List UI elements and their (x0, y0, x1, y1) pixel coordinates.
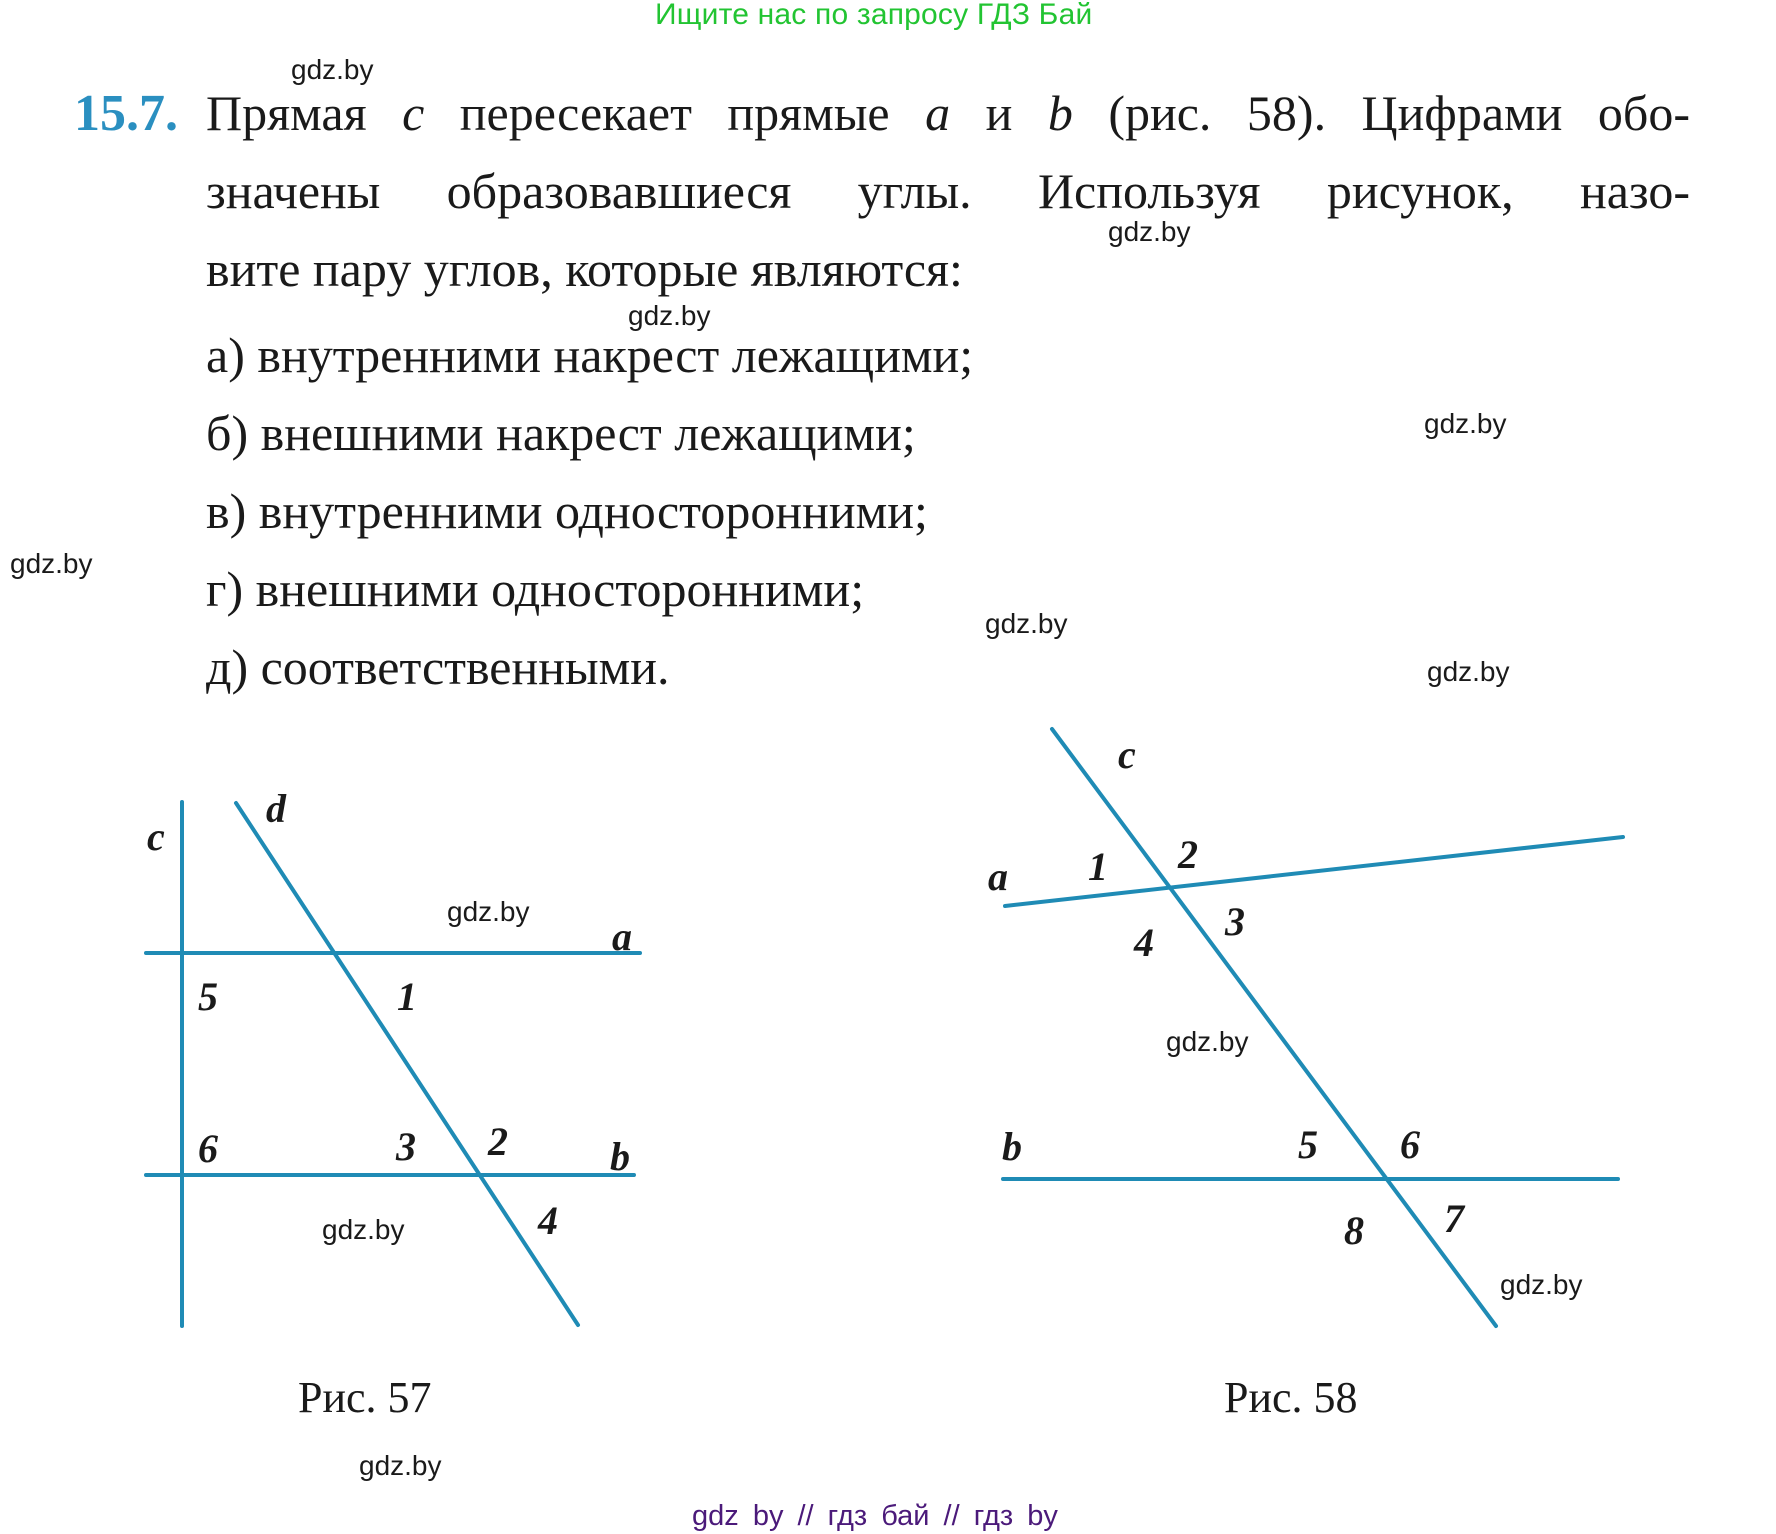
fig57-angle-6: 6 (198, 1126, 218, 1171)
watermark: gdz.by (359, 1450, 442, 1481)
fig58-caption: Рис. 58 (1224, 1373, 1358, 1422)
watermark: gdz.by (1108, 216, 1191, 247)
fig57-caption: Рис. 57 (298, 1373, 432, 1422)
fig58-angle-1: 1 (1088, 844, 1108, 889)
fig57-angle-2: 2 (488, 1119, 508, 1164)
text-fragment: пересекает прямые (424, 85, 926, 141)
watermark: gdz.by (291, 54, 374, 85)
fig58-angle-4: 4 (1134, 920, 1154, 965)
fig58-angle-5: 5 (1298, 1122, 1318, 1167)
text-fragment: (рис. 58). Цифрами обо- (1072, 85, 1690, 141)
fig57-angle-1: 1 (397, 974, 417, 1019)
fig57-angle-4: 4 (538, 1198, 558, 1243)
fig58-angle-7: 7 (1444, 1196, 1464, 1241)
watermark: gdz.by (10, 548, 93, 579)
fig58-angle-2: 2 (1178, 832, 1198, 877)
fig57-angle-5: 5 (198, 974, 218, 1019)
fig57-label-b: b (610, 1134, 630, 1179)
fig57-label-d: d (266, 786, 286, 831)
fig58-angle-3: 3 (1225, 899, 1245, 944)
watermark: gdz.by (447, 896, 530, 927)
watermark: gdz.by (322, 1214, 405, 1245)
figure-58 (1003, 729, 1623, 1326)
search-banner[interactable]: Ищите нас по запросу ГДЗ Бай (655, 0, 1093, 31)
watermark: gdz.by (1166, 1026, 1249, 1057)
figure-58-labels (988, 732, 1466, 1253)
text-fragment: Прямая (206, 85, 403, 141)
fig57-label-c: c (147, 814, 165, 859)
figure-57 (146, 802, 640, 1326)
fig57-label-a: a (612, 914, 632, 959)
fig58-angle-8: 8 (1344, 1208, 1364, 1253)
text-fragment: и (950, 85, 1048, 141)
task-text-line-2: значены образовавшиеся углы. Используя рисунок, назо- (206, 163, 1690, 219)
fig58-label-a: a (988, 854, 1008, 899)
task-item-a: а) внутренними накрест лежащими; (206, 327, 974, 383)
task-item-v: в) внутренними односторонними; (206, 483, 928, 539)
var-a: a (925, 85, 951, 141)
var-c: c (402, 85, 425, 141)
task-item-g: г) внешними односторонними; (206, 561, 865, 617)
watermark: gdz.by (628, 300, 711, 331)
footer-links[interactable]: gdz by // гдз бай // гдз by (692, 1500, 1058, 1532)
var-b: b (1047, 85, 1073, 141)
fig58-line-c (1052, 729, 1496, 1326)
watermark: gdz.by (985, 608, 1068, 639)
watermark: gdz.by (1500, 1269, 1583, 1300)
fig58-angle-6: 6 (1400, 1122, 1420, 1167)
task-text-line-3: вите пару углов, которые являются: (206, 241, 963, 297)
task-number: 15.7. (74, 85, 178, 142)
watermark: gdz.by (1424, 408, 1507, 439)
fig58-label-b: b (1002, 1124, 1022, 1169)
fig58-label-c: c (1118, 732, 1136, 777)
watermark: gdz.by (1427, 656, 1510, 687)
task-item-d: д) соответственными. (206, 639, 670, 695)
fig57-line-d (236, 803, 578, 1325)
task-item-b: б) внешними накрест лежащими; (206, 405, 916, 461)
fig57-angle-3: 3 (396, 1124, 416, 1169)
